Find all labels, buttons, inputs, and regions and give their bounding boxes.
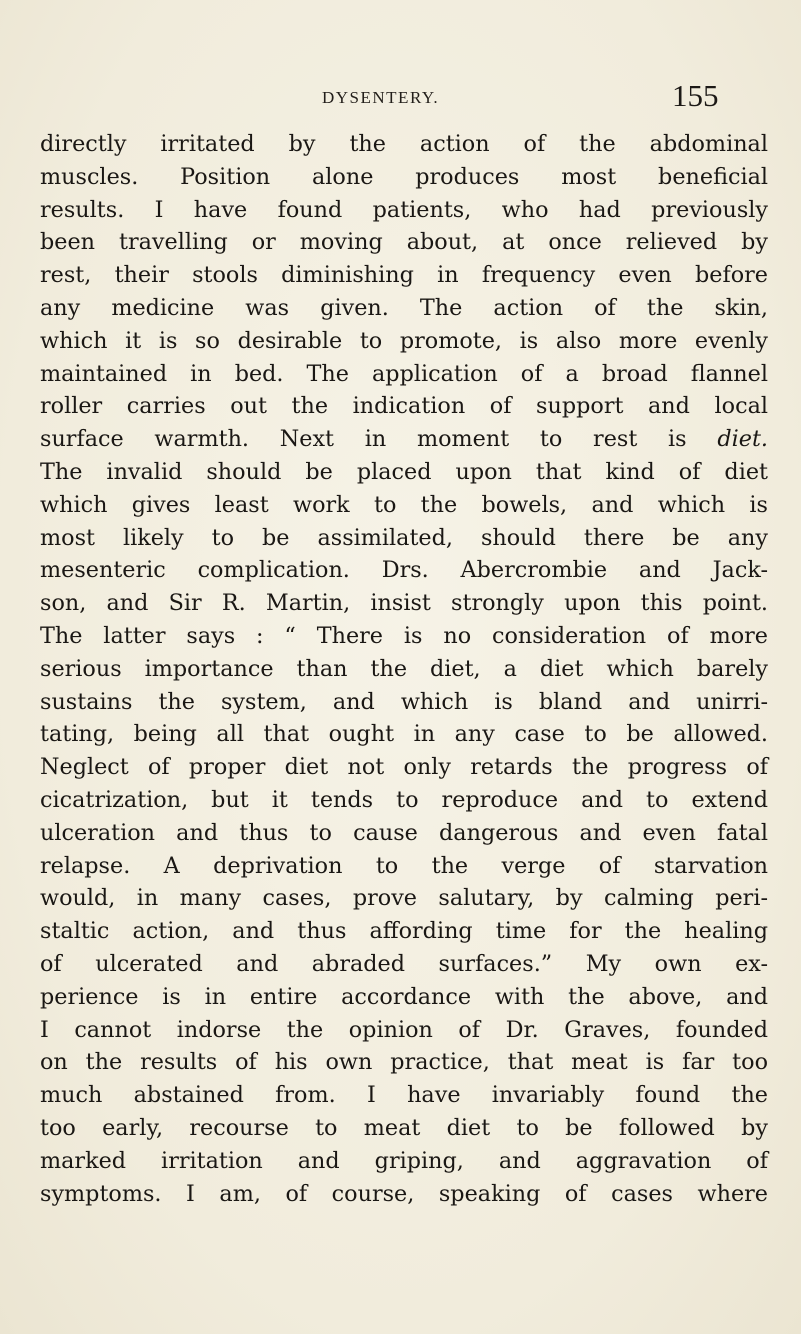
text-line: of ulcerated and abraded surfaces.” My own ex- — [40, 950, 768, 977]
text-line: maintained in bed. The application of a broad flannel — [40, 360, 768, 387]
emphasis-diet: diet. — [717, 426, 768, 453]
text-line: surface warmth. Next in moment to rest is diet. — [40, 426, 768, 453]
text-line: ulceration and thus to cause dangerous and even fatal — [40, 819, 768, 846]
text-line: on the results of his own practice, that meat is far too — [40, 1049, 768, 1076]
text-line: too early, recourse to meat diet to be followed by — [40, 1114, 768, 1141]
text-line: mesenteric complication. Drs. Abercrombie and Jack- — [40, 557, 768, 584]
text-line: son, and Sir R. Martin, insist strongly upon this point. — [40, 590, 768, 617]
text-line: any medicine was given. The action of the skin, — [40, 294, 768, 321]
text-line: symptoms. I am, of course, speaking of cases where — [40, 1180, 768, 1207]
text-line: which gives least work to the bowels, and which is — [40, 491, 768, 518]
text-line: relapse. A deprivation to the verge of starvation — [40, 852, 768, 879]
text-line: muscles. Position alone produces most beneficial — [40, 163, 768, 190]
text-line: serious importance than the diet, a diet which barely — [40, 655, 768, 682]
text-line: perience is in entire accordance with the above, and — [40, 983, 768, 1010]
text-line: results. I have found patients, who had previously — [40, 196, 768, 223]
text-line: would, in many cases, prove salutary, by calming peri- — [40, 885, 768, 912]
text-line: directly irritated by the action of the abdominal — [40, 131, 768, 157]
body-text — [40, 128, 768, 1210]
text-line: most likely to be assimilated, should there be any — [40, 524, 768, 551]
running-head — [0, 80, 801, 120]
text-line: sustains the system, and which is bland and unirri- — [40, 688, 768, 715]
text-line: The invalid should be placed upon that kind of diet — [40, 458, 768, 485]
text-line: I cannot indorse the opinion of Dr. Graves, founded — [40, 1016, 768, 1043]
text-line: roller carries out the indication of support and local — [40, 393, 768, 420]
text-line: The latter says : “ There is no consideration of more — [40, 622, 768, 649]
chapter-title: DYSENTERY. — [322, 88, 440, 107]
text-line: marked irritation and griping, and aggravation of — [40, 1147, 768, 1174]
text-line: Neglect of proper diet not only retards the progress of — [40, 754, 768, 781]
text-line: cicatrization, but it tends to reproduce and to extend — [40, 786, 768, 813]
text-line: tating, being all that ought in any case to be allowed. — [40, 721, 768, 748]
text-line: been travelling or moving about, at once relieved by — [40, 229, 768, 256]
text-line: rest, their stools diminishing in frequency even before — [40, 262, 768, 289]
page-number: 155 — [672, 78, 719, 113]
text-line: which it is so desirable to promote, is also more evenly — [40, 327, 768, 354]
text-line: much abstained from. I have invariably found the — [40, 1082, 768, 1109]
text-line: staltic action, and thus affording time for the healing — [40, 918, 768, 945]
